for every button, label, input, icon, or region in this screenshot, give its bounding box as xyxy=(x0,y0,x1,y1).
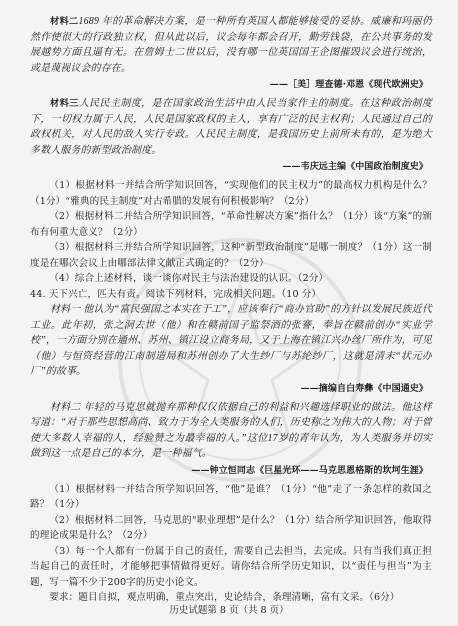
question-3: （3）根据材料三并结合所学知识回答，这种“新型政治制度”是哪一制度？（1分）这一制度是在哪次会议上由哪部法律文献正式确定的？（2分） xyxy=(30,242,432,269)
material-3-label: 材料三 xyxy=(50,98,79,109)
q44-material-2: 材料二 年轻的马克思就抛弃那种仅仅依据自己的利益和兴趣选择职业的做法。他这样写道：“对于那些思想高尚、致力于为全人类服务的人们，历史称之为伟大的人物；对于曾使大多数人幸福的人，经验赞之为最幸福的人。”这位17岁的青年认为，为人类服务并切实做到这一点是自己的本分，是一种福气。 xyxy=(30,401,432,459)
question-4: （4）综合上述材料，谈一谈你对民主与法治建设的认识。（2分） xyxy=(49,273,329,284)
material-3 xyxy=(30,96,432,158)
material-2-source: ——［美］理查德·邓恩《现代欧洲史》 xyxy=(269,80,428,90)
material-2 xyxy=(30,14,432,76)
material-2-text: 1689 年的革命解决方案，是一种所有英国人都能够接受的妥协。威廉和玛丽仍然作使很大的行政独立权，但从此以后，议会每年都会召开，勤劳钱袋，在公共事务的发展越势方面且逼有无。在詹姆士二世以后，没有哪一位英国国王企图摧毁议会进行统治，或是蔑视议会的存在。 xyxy=(30,16,432,74)
question-44-1: （1）根据材料一并结合所学知识回答，“他”是谁？（1分）“他”走了一条怎样的救国之路？（1分） xyxy=(30,483,432,510)
question-2: （2）根据材料二并结合所学知识回答，“革命性解决方案”指什么？（1分）该“方案”的颁布有何重大意义？（2分） xyxy=(30,211,432,238)
material-2-label: 材料二 xyxy=(50,16,79,27)
essay-requirement: 要求：题目自拟，观点明确，重点突出，史论结合，条理清晰，富有文采。（6分） xyxy=(49,592,400,603)
question-44-2: （2）根据材料二回答，马克思的“职业理想”是什么？（1分）结合所学知识回答，他取得的理论成果是什么？（2分） xyxy=(30,514,432,541)
page-footer: 历史试题第 8 页（共 8 页） xyxy=(169,605,289,616)
q44-material-1-source: ——摘编自白寿彝《中国通史》 xyxy=(300,383,428,394)
q44-material-2-source: ——钟立恒同志《巨星光环——马克思恩格斯的坎坷生涯》 xyxy=(191,465,428,476)
question-44-heading: 44. 天下兴亡，匹夫有责。阅读下列材料，完成相关问题。（10 分） xyxy=(30,288,322,300)
q44-material-1: 材料一 他认为“富民强国之本实在于工”，应该奉行“商办官助”的方针以发展民族近代工业。此年初，张之洞去世（他）和在赣前国子监祭酒的张謇，奉旨在赣前创办“实业学校”，一方面分别在通州、苏州、镇江设立商务局，又于上海在镇江兴办丝厂所作为，可见（他）与恒资经营的江南制造局和苏州创办了大生纱厂与苏纶纱厂，这就是清末“状元办厂”的故事。 xyxy=(30,304,432,377)
question-1: （1）根据材料一并结合所学知识回答，“实现他们的民主权力”的最高权力机构是什么？（1分）“雅典的民主制度”对古希腊的发展有何积极影响？（2分） xyxy=(30,180,432,207)
material-3-source: ——韦庆远主编《中国政治制度史》 xyxy=(282,162,428,172)
material-3-text: 人民民主制度，是在国家政治生活中由人民当家作主的制度。在这种政治制度下，一切权力属于人民，人民是国家政权的主人，享有广泛的民主权利；人民通过自己的政权机关，对人民的敌人实行专政。人民民主制度，是我国历史上前所未有的，是为绝大多数人服务的新型政治制度。 xyxy=(30,98,432,156)
question-44-3: （3）每一个人都有一份属于自己的责任，需要自己去担当，去完成。只有当我们真正担当起自己的责任时，才能够把事情做得更好。请你结合所学历史知识，以“责任与担当”为主题，写一篇不少于200字的历史小论文。 xyxy=(30,545,432,588)
